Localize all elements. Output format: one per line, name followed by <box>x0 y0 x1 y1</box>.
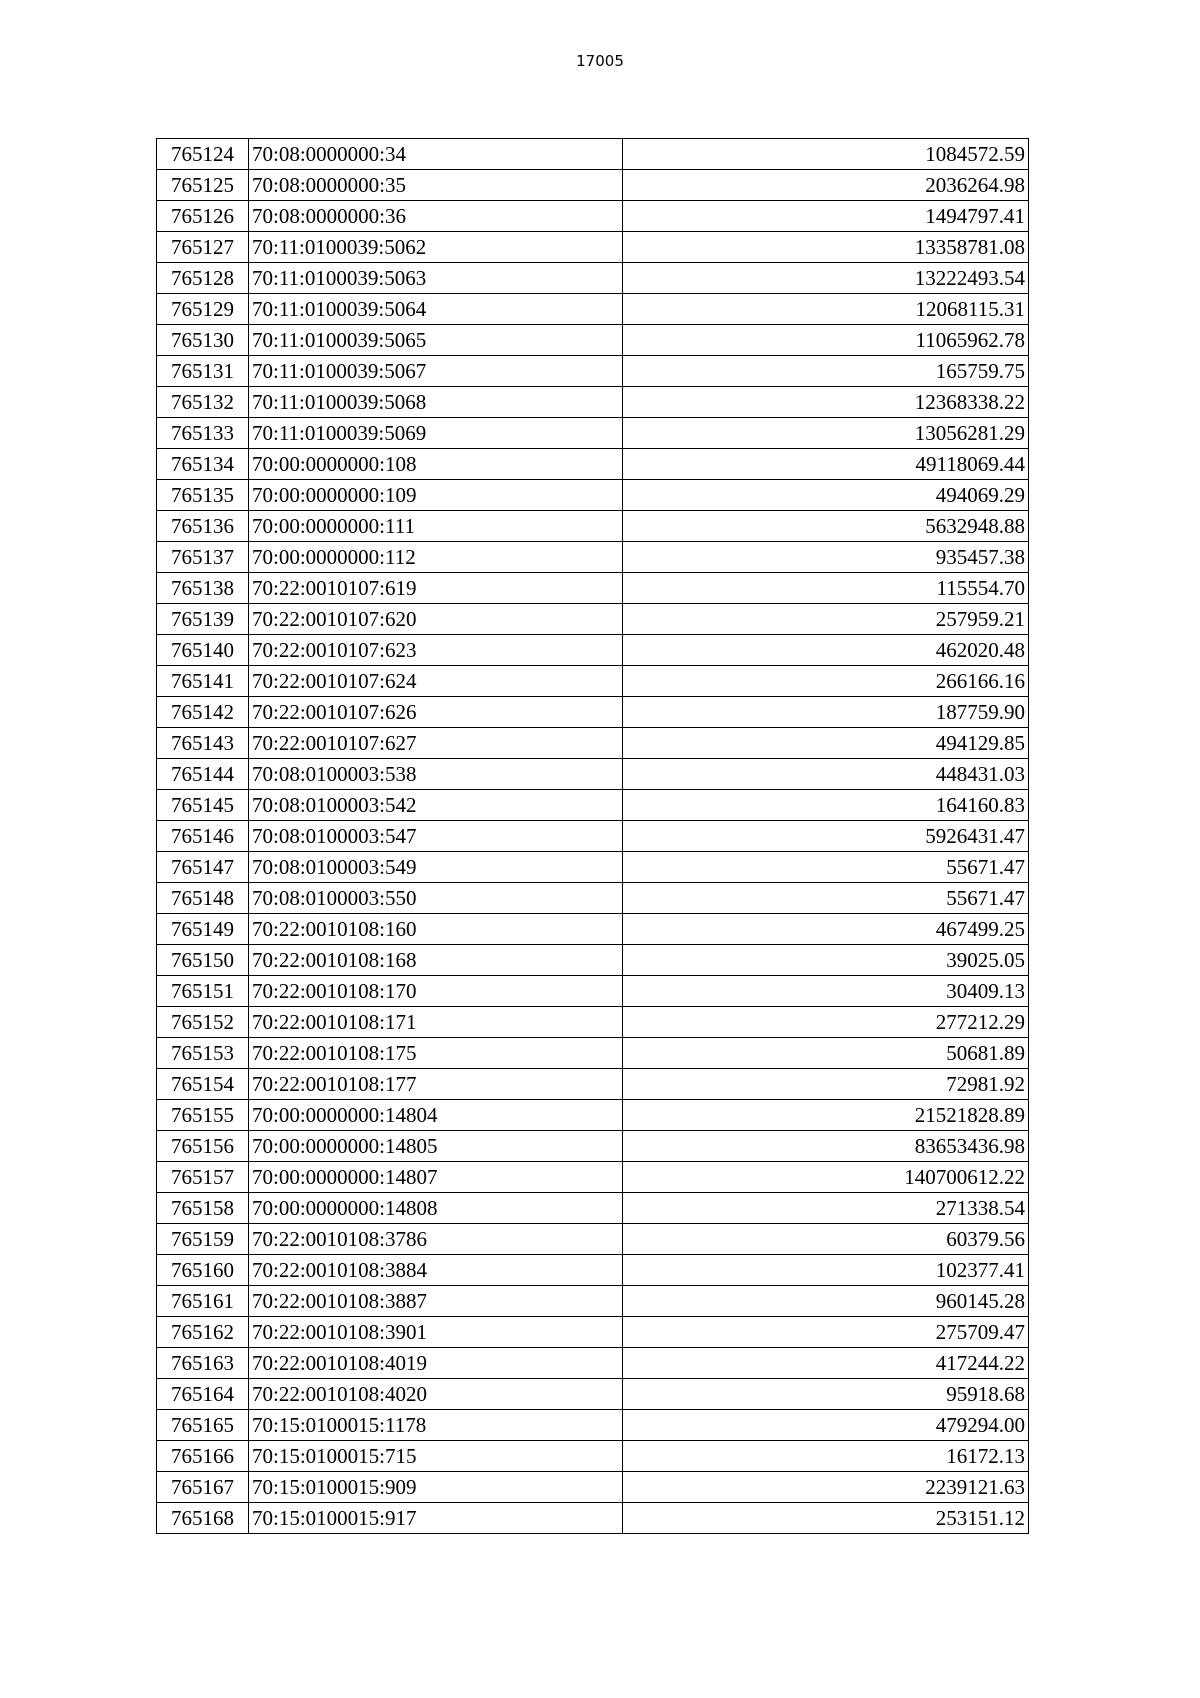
row-number-cell: 765156 <box>157 1131 249 1162</box>
value-cell: 95918.68 <box>623 1379 1029 1410</box>
table-row <box>157 914 1029 945</box>
value-cell: 30409.13 <box>623 976 1029 1007</box>
value-cell: 1494797.41 <box>623 201 1029 232</box>
row-number-cell: 765155 <box>157 1100 249 1131</box>
cadastral-number-cell: 70:11:0100039:5065 <box>249 325 623 356</box>
value-cell: 266166.16 <box>623 666 1029 697</box>
row-number-cell: 765127 <box>157 232 249 263</box>
row-number-cell: 765128 <box>157 263 249 294</box>
row-number-cell: 765141 <box>157 666 249 697</box>
table-row <box>157 604 1029 635</box>
row-number-cell: 765148 <box>157 883 249 914</box>
value-cell: 277212.29 <box>623 1007 1029 1038</box>
table-row <box>157 1038 1029 1069</box>
value-cell: 39025.05 <box>623 945 1029 976</box>
value-cell: 13358781.08 <box>623 232 1029 263</box>
value-cell: 16172.13 <box>623 1441 1029 1472</box>
table-row <box>157 697 1029 728</box>
cadastral-number-cell: 70:08:0100003:550 <box>249 883 623 914</box>
cadastral-number-cell: 70:08:0000000:35 <box>249 170 623 201</box>
value-cell: 960145.28 <box>623 1286 1029 1317</box>
row-number-cell: 765138 <box>157 573 249 604</box>
table-row <box>157 480 1029 511</box>
cadastral-number-cell: 70:22:0010107:619 <box>249 573 623 604</box>
cadastral-number-cell: 70:11:0100039:5069 <box>249 418 623 449</box>
row-number-cell: 765151 <box>157 976 249 1007</box>
table-row <box>157 1193 1029 1224</box>
table-row <box>157 263 1029 294</box>
cadastral-number-cell: 70:08:0100003:538 <box>249 759 623 790</box>
table-row <box>157 170 1029 201</box>
cadastral-number-cell: 70:22:0010108:3901 <box>249 1317 623 1348</box>
row-number-cell: 765152 <box>157 1007 249 1038</box>
row-number-cell: 765165 <box>157 1410 249 1441</box>
table-row <box>157 139 1029 170</box>
value-cell: 417244.22 <box>623 1348 1029 1379</box>
cadastral-number-cell: 70:11:0100039:5067 <box>249 356 623 387</box>
row-number-cell: 765137 <box>157 542 249 573</box>
cadastral-number-cell: 70:00:0000000:14808 <box>249 1193 623 1224</box>
table-row <box>157 821 1029 852</box>
row-number-cell: 765167 <box>157 1472 249 1503</box>
value-cell: 5632948.88 <box>623 511 1029 542</box>
value-cell: 72981.92 <box>623 1069 1029 1100</box>
cadastral-number-cell: 70:22:0010108:177 <box>249 1069 623 1100</box>
value-cell: 462020.48 <box>623 635 1029 666</box>
cadastral-number-cell: 70:15:0100015:917 <box>249 1503 623 1534</box>
row-number-cell: 765135 <box>157 480 249 511</box>
row-number-cell: 765162 <box>157 1317 249 1348</box>
cadastral-number-cell: 70:22:0010107:620 <box>249 604 623 635</box>
cadastral-number-cell: 70:22:0010107:624 <box>249 666 623 697</box>
page-number: 17005 <box>576 52 624 70</box>
value-cell: 187759.90 <box>623 697 1029 728</box>
row-number-cell: 765139 <box>157 604 249 635</box>
cadastral-number-cell: 70:08:0000000:34 <box>249 139 623 170</box>
row-number-cell: 765164 <box>157 1379 249 1410</box>
table-row <box>157 356 1029 387</box>
value-cell: 83653436.98 <box>623 1131 1029 1162</box>
cadastral-number-cell: 70:00:0000000:109 <box>249 480 623 511</box>
cadastral-number-cell: 70:22:0010108:3884 <box>249 1255 623 1286</box>
table-row <box>157 1162 1029 1193</box>
row-number-cell: 765159 <box>157 1224 249 1255</box>
value-cell: 21521828.89 <box>623 1100 1029 1131</box>
cadastral-number-cell: 70:15:0100015:1178 <box>249 1410 623 1441</box>
row-number-cell: 765140 <box>157 635 249 666</box>
cadastral-number-cell: 70:00:0000000:14805 <box>249 1131 623 1162</box>
table-row <box>157 759 1029 790</box>
value-cell: 12368338.22 <box>623 387 1029 418</box>
row-number-cell: 765149 <box>157 914 249 945</box>
row-number-cell: 765124 <box>157 139 249 170</box>
row-number-cell: 765150 <box>157 945 249 976</box>
table-row <box>157 1224 1029 1255</box>
table-row <box>157 1286 1029 1317</box>
table-row <box>157 666 1029 697</box>
value-cell: 253151.12 <box>623 1503 1029 1534</box>
table-row <box>157 1503 1029 1534</box>
table-row <box>157 573 1029 604</box>
value-cell: 60379.56 <box>623 1224 1029 1255</box>
row-number-cell: 765130 <box>157 325 249 356</box>
cadastral-number-cell: 70:22:0010108:3887 <box>249 1286 623 1317</box>
cadastral-number-cell: 70:22:0010108:171 <box>249 1007 623 1038</box>
row-number-cell: 765157 <box>157 1162 249 1193</box>
cadastral-number-cell: 70:15:0100015:715 <box>249 1441 623 1472</box>
row-number-cell: 765145 <box>157 790 249 821</box>
table-row <box>157 387 1029 418</box>
cadastral-number-cell: 70:00:0000000:108 <box>249 449 623 480</box>
row-number-cell: 765147 <box>157 852 249 883</box>
row-number-cell: 765133 <box>157 418 249 449</box>
value-cell: 479294.00 <box>623 1410 1029 1441</box>
table-row <box>157 1379 1029 1410</box>
value-cell: 1084572.59 <box>623 139 1029 170</box>
value-cell: 11065962.78 <box>623 325 1029 356</box>
table-row <box>157 1317 1029 1348</box>
table-row <box>157 511 1029 542</box>
cadastral-number-cell: 70:11:0100039:5062 <box>249 232 623 263</box>
row-number-cell: 765160 <box>157 1255 249 1286</box>
cadastral-number-cell: 70:08:0000000:36 <box>249 201 623 232</box>
value-cell: 13056281.29 <box>623 418 1029 449</box>
registry-table <box>156 138 1029 1534</box>
row-number-cell: 765129 <box>157 294 249 325</box>
table-row <box>157 1007 1029 1038</box>
value-cell: 5926431.47 <box>623 821 1029 852</box>
value-cell: 13222493.54 <box>623 263 1029 294</box>
table-row <box>157 1255 1029 1286</box>
row-number-cell: 765131 <box>157 356 249 387</box>
row-number-cell: 765136 <box>157 511 249 542</box>
table-row <box>157 852 1029 883</box>
value-cell: 271338.54 <box>623 1193 1029 1224</box>
table-row <box>157 1441 1029 1472</box>
value-cell: 115554.70 <box>623 573 1029 604</box>
value-cell: 165759.75 <box>623 356 1029 387</box>
row-number-cell: 765126 <box>157 201 249 232</box>
table-row <box>157 1131 1029 1162</box>
row-number-cell: 765154 <box>157 1069 249 1100</box>
table-row <box>157 635 1029 666</box>
row-number-cell: 765166 <box>157 1441 249 1472</box>
table-row <box>157 1410 1029 1441</box>
table-row <box>157 232 1029 263</box>
value-cell: 12068115.31 <box>623 294 1029 325</box>
cadastral-number-cell: 70:22:0010108:170 <box>249 976 623 1007</box>
table-row <box>157 325 1029 356</box>
cadastral-number-cell: 70:22:0010108:3786 <box>249 1224 623 1255</box>
table-row <box>157 1472 1029 1503</box>
row-number-cell: 765132 <box>157 387 249 418</box>
cadastral-number-cell: 70:22:0010107:627 <box>249 728 623 759</box>
table-row <box>157 418 1029 449</box>
value-cell: 2036264.98 <box>623 170 1029 201</box>
value-cell: 50681.89 <box>623 1038 1029 1069</box>
value-cell: 55671.47 <box>623 852 1029 883</box>
cadastral-number-cell: 70:00:0000000:14807 <box>249 1162 623 1193</box>
registry-table-body <box>157 139 1029 1534</box>
value-cell: 2239121.63 <box>623 1472 1029 1503</box>
table-row <box>157 976 1029 1007</box>
cadastral-number-cell: 70:22:0010108:4020 <box>249 1379 623 1410</box>
cadastral-number-cell: 70:11:0100039:5068 <box>249 387 623 418</box>
row-number-cell: 765134 <box>157 449 249 480</box>
row-number-cell: 765161 <box>157 1286 249 1317</box>
cadastral-number-cell: 70:22:0010108:168 <box>249 945 623 976</box>
cadastral-number-cell: 70:11:0100039:5064 <box>249 294 623 325</box>
row-number-cell: 765143 <box>157 728 249 759</box>
table-row <box>157 1069 1029 1100</box>
table-row <box>157 1100 1029 1131</box>
cadastral-number-cell: 70:22:0010107:626 <box>249 697 623 728</box>
table-row <box>157 728 1029 759</box>
table-row <box>157 883 1029 914</box>
cadastral-number-cell: 70:00:0000000:111 <box>249 511 623 542</box>
cadastral-number-cell: 70:22:0010108:160 <box>249 914 623 945</box>
value-cell: 494069.29 <box>623 480 1029 511</box>
cadastral-number-cell: 70:08:0100003:542 <box>249 790 623 821</box>
value-cell: 49118069.44 <box>623 449 1029 480</box>
cadastral-number-cell: 70:22:0010108:175 <box>249 1038 623 1069</box>
value-cell: 494129.85 <box>623 728 1029 759</box>
cadastral-number-cell: 70:22:0010107:623 <box>249 635 623 666</box>
cadastral-number-cell: 70:08:0100003:547 <box>249 821 623 852</box>
value-cell: 275709.47 <box>623 1317 1029 1348</box>
cadastral-number-cell: 70:00:0000000:14804 <box>249 1100 623 1131</box>
table-row <box>157 201 1029 232</box>
table-row <box>157 945 1029 976</box>
cadastral-number-cell: 70:15:0100015:909 <box>249 1472 623 1503</box>
row-number-cell: 765125 <box>157 170 249 201</box>
row-number-cell: 765142 <box>157 697 249 728</box>
value-cell: 102377.41 <box>623 1255 1029 1286</box>
value-cell: 448431.03 <box>623 759 1029 790</box>
value-cell: 140700612.22 <box>623 1162 1029 1193</box>
cadastral-number-cell: 70:00:0000000:112 <box>249 542 623 573</box>
value-cell: 935457.38 <box>623 542 1029 573</box>
value-cell: 164160.83 <box>623 790 1029 821</box>
cadastral-number-cell: 70:22:0010108:4019 <box>249 1348 623 1379</box>
row-number-cell: 765153 <box>157 1038 249 1069</box>
table-row <box>157 449 1029 480</box>
value-cell: 257959.21 <box>623 604 1029 635</box>
table-row <box>157 790 1029 821</box>
row-number-cell: 765158 <box>157 1193 249 1224</box>
cadastral-number-cell: 70:11:0100039:5063 <box>249 263 623 294</box>
cadastral-number-cell: 70:08:0100003:549 <box>249 852 623 883</box>
table-row <box>157 1348 1029 1379</box>
value-cell: 467499.25 <box>623 914 1029 945</box>
row-number-cell: 765168 <box>157 1503 249 1534</box>
table-row <box>157 294 1029 325</box>
table-row <box>157 542 1029 573</box>
row-number-cell: 765163 <box>157 1348 249 1379</box>
value-cell: 55671.47 <box>623 883 1029 914</box>
row-number-cell: 765144 <box>157 759 249 790</box>
row-number-cell: 765146 <box>157 821 249 852</box>
